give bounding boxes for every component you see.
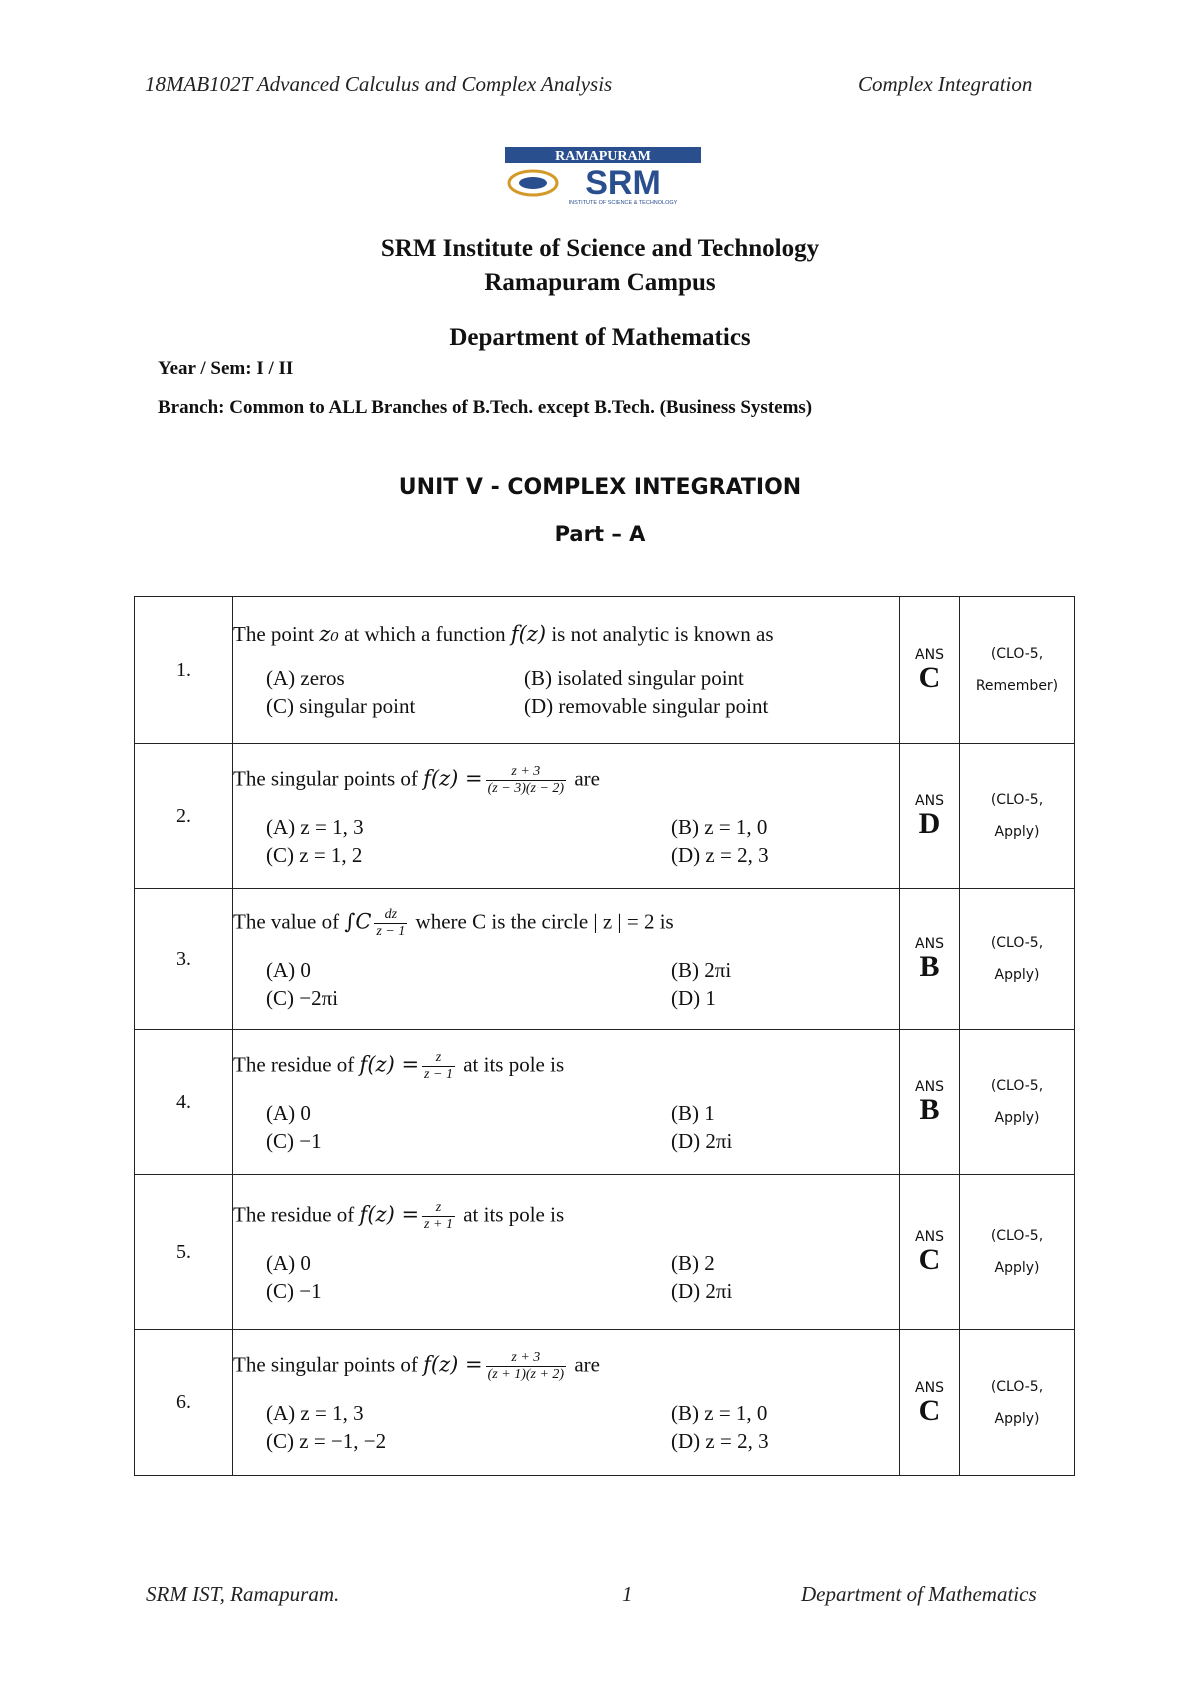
- branch-line: Branch: Common to ALL Branches of B.Tech. except B.Tech. (Business Systems): [158, 397, 813, 418]
- option-b: (B) 2πi: [671, 957, 732, 982]
- options-grid: [233, 813, 899, 869]
- answer-letter: B: [919, 950, 940, 983]
- clo-cell: [960, 744, 1075, 889]
- fraction-numerator: z: [422, 1050, 455, 1067]
- integral-sign: ∫C: [344, 908, 372, 933]
- question-body: [233, 597, 900, 744]
- option-a: (A) 0: [266, 1250, 311, 1275]
- question-body: [233, 1030, 900, 1175]
- answer-label: ANS: [915, 1379, 944, 1396]
- question-body: [233, 889, 900, 1030]
- answer-cell: [900, 1030, 960, 1175]
- answer-cell: [900, 597, 960, 744]
- answer-cell: [900, 744, 960, 889]
- option-d: (D) 1: [671, 985, 716, 1010]
- math-var: z₀: [319, 622, 339, 646]
- question-body: [233, 1175, 900, 1330]
- options-grid: [233, 1399, 899, 1455]
- answer-label: ANS: [915, 647, 944, 663]
- clo-level: Remember): [975, 678, 1059, 694]
- fraction-denominator: z − 1: [376, 923, 406, 939]
- math-expr: f(z) =: [359, 1201, 420, 1226]
- campus-name: Ramapuram Campus: [484, 269, 716, 296]
- options-grid: [233, 1249, 899, 1305]
- fraction-numerator: z + 3: [486, 764, 566, 781]
- clo-cell: [960, 1030, 1075, 1175]
- fraction: [422, 1200, 455, 1233]
- clo-code: (CLO-5,: [990, 935, 1044, 951]
- option-b: (B) z = 1, 0: [671, 1401, 768, 1425]
- fraction: [486, 764, 566, 797]
- answer-label: ANS: [915, 936, 944, 952]
- mcq-table: [134, 596, 1075, 1476]
- year-sem: Year / Sem: I / II: [158, 358, 294, 379]
- answer-letter: C: [918, 1243, 941, 1276]
- logo-main-text: SRM: [585, 164, 661, 202]
- option-a: (A) z = 1, 3: [266, 814, 364, 839]
- logo-sub-text: INSTITUTE OF SCIENCE & TECHNOLOGY: [568, 200, 678, 206]
- question-stem: [233, 907, 899, 940]
- institution-name: SRM Institute of Science and Technology: [380, 235, 820, 262]
- question-number: 2.: [135, 744, 233, 889]
- stem-text: The residue of: [233, 1051, 360, 1076]
- stem-text: at its pole is: [457, 1051, 565, 1076]
- fraction: [422, 1050, 455, 1083]
- math-expr: f(z) =: [423, 765, 483, 790]
- question-row: [135, 597, 1075, 744]
- question-body: [233, 744, 900, 889]
- srm-logo: [505, 147, 701, 207]
- option-a: (A) zeros: [266, 666, 345, 690]
- answer-letter: C: [918, 661, 941, 694]
- question-stem: [233, 620, 899, 648]
- math-expr: f(z) =: [359, 1051, 420, 1076]
- fraction-numerator: z: [422, 1200, 455, 1217]
- answer-label: ANS: [915, 793, 944, 809]
- option-d: (D) 2πi: [671, 1278, 733, 1303]
- stem-text: is not analytic is known as: [546, 622, 774, 646]
- stem-text: at which a function: [338, 622, 511, 646]
- options-grid: [233, 1099, 899, 1155]
- clo-cell: [960, 889, 1075, 1030]
- clo-cell: [960, 597, 1075, 744]
- options-grid: [233, 956, 899, 1012]
- question-number: 3.: [135, 889, 233, 1030]
- clo-cell: [960, 1175, 1075, 1330]
- stem-text: The singular points of: [233, 1352, 424, 1377]
- option-d: (D) z = 2, 3: [671, 842, 769, 867]
- option-a: (A) 0: [266, 957, 311, 982]
- fraction-denominator: z + 1: [424, 1216, 453, 1232]
- answer-cell: [900, 889, 960, 1030]
- question-number: 4.: [135, 1030, 233, 1175]
- options-grid: [233, 664, 899, 720]
- answer-cell: [900, 1175, 960, 1330]
- option-b: (B) 1: [671, 1100, 715, 1125]
- option-a: (A) 0: [266, 1100, 311, 1125]
- clo-code: (CLO-5,: [990, 1078, 1044, 1094]
- option-b: (B) 2: [671, 1250, 715, 1275]
- logo-top-text: RAMAPURAM: [555, 149, 651, 164]
- question-stem: [233, 1350, 899, 1383]
- question-number: 1.: [135, 597, 233, 744]
- clo-code: (CLO-5,: [990, 792, 1044, 808]
- fraction-denominator: (z + 1)(z + 2): [487, 1367, 565, 1382]
- option-d: (D) 2πi: [671, 1128, 733, 1153]
- fraction: [486, 1350, 566, 1383]
- stem-text: The singular points of: [233, 765, 424, 790]
- answer-letter: D: [918, 807, 941, 840]
- clo-code: (CLO-5,: [990, 1228, 1044, 1244]
- stem-text: The value of: [233, 908, 345, 933]
- option-b: (B) z = 1, 0: [671, 814, 768, 839]
- stem-text: are: [569, 1352, 600, 1377]
- header-course-title: 18MAB102T Advanced Calculus and Complex Analysis: [145, 72, 613, 96]
- option-c: (C) z = 1, 2: [266, 842, 363, 867]
- fraction: [374, 907, 407, 940]
- question-number: 6.: [135, 1330, 233, 1476]
- clo-level: Apply): [994, 1110, 1040, 1126]
- math-expr: f(z): [510, 622, 547, 646]
- option-c: (C) z = −1, −2: [266, 1429, 387, 1453]
- part-title: Part – A: [554, 522, 646, 546]
- answer-label: ANS: [915, 1229, 944, 1245]
- question-row: [135, 744, 1075, 889]
- question-body: [233, 1330, 900, 1476]
- option-d: (D) removable singular point: [524, 694, 769, 718]
- answer-letter: C: [918, 1393, 941, 1427]
- fraction-denominator: (z − 3)(z − 2): [487, 780, 565, 796]
- answer-label: ANS: [915, 1079, 944, 1095]
- clo-level: Apply): [994, 1260, 1040, 1276]
- logo-emblem-center: [519, 177, 547, 189]
- math-expr: f(z) =: [423, 1352, 483, 1377]
- question-row: [135, 1330, 1075, 1476]
- clo-level: Apply): [994, 824, 1040, 840]
- question-stem: [233, 1200, 899, 1233]
- stem-text: where C is the circle | z | = 2 is: [410, 908, 674, 933]
- unit-title: UNIT V - COMPLEX INTEGRATION: [398, 475, 802, 500]
- footer-department: Department of Mathematics: [801, 1582, 1037, 1606]
- option-d: (D) z = 2, 3: [671, 1429, 769, 1453]
- clo-level: Apply): [994, 967, 1040, 983]
- stem-text: The residue of: [233, 1201, 360, 1226]
- question-stem: [233, 764, 899, 797]
- option-a: (A) z = 1, 3: [266, 1401, 364, 1425]
- answer-cell: [900, 1330, 960, 1476]
- option-c: (C) singular point: [266, 694, 416, 718]
- option-c: (C) −1: [266, 1128, 322, 1153]
- fraction-numerator: dz: [374, 907, 407, 924]
- header-chapter-title: Complex Integration: [858, 72, 1033, 96]
- stem-text: The point: [233, 622, 320, 646]
- option-b: (B) isolated singular point: [524, 666, 744, 690]
- question-number: 5.: [135, 1175, 233, 1330]
- clo-cell: [960, 1330, 1075, 1476]
- option-c: (C) −2πi: [266, 985, 339, 1010]
- question-row: [135, 1175, 1075, 1330]
- clo-level: Apply): [994, 1410, 1040, 1427]
- answer-letter: B: [919, 1093, 940, 1126]
- page-number: 1: [622, 1582, 633, 1606]
- question-row: [135, 1030, 1075, 1175]
- stem-text: are: [569, 765, 600, 790]
- footer-institution: SRM IST, Ramapuram.: [146, 1582, 340, 1606]
- clo-code: (CLO-5,: [990, 1378, 1044, 1395]
- question-stem: [233, 1050, 899, 1083]
- stem-text: at its pole is: [457, 1201, 565, 1226]
- option-c: (C) −1: [266, 1278, 322, 1303]
- department-name: Department of Mathematics: [449, 324, 751, 351]
- fraction-denominator: z − 1: [424, 1066, 453, 1082]
- clo-code: (CLO-5,: [990, 646, 1044, 662]
- fraction-numerator: z + 3: [486, 1350, 566, 1367]
- question-row: [135, 889, 1075, 1030]
